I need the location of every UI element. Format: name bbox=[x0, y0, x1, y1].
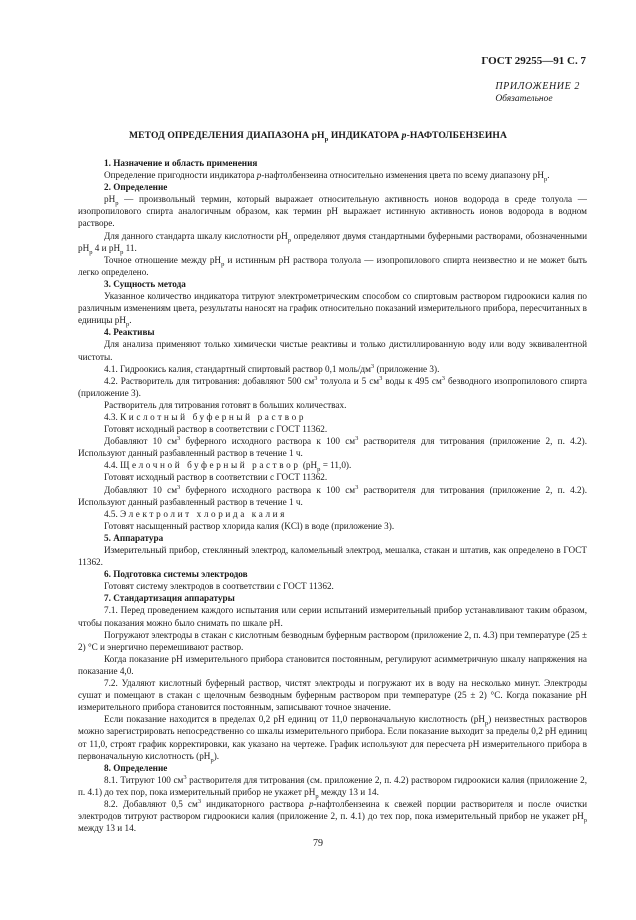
method-title bbox=[0, 130, 636, 142]
section-heading: 2. Определение bbox=[104, 182, 168, 193]
paragraph: Добавляют 10 $см^3$ буферного исходного раствора к 100 $см^3$ растворителя для титрования (приложение 2, п. 4.2). Используют данный разбавленный раствор в течение 1 ч. bbox=[78, 483, 587, 507]
title-italic: p bbox=[401, 130, 407, 141]
subsection-title: 4.3. Кислотный буферный раствор bbox=[104, 411, 307, 422]
paragraph: Если показание находится в пределах 0,2 pH единиц от 11,0 первоначальную кислотность $(pH_p)$ неизвестных растворов можно зарегистрировать непосредственно со шкалы измерительного прибора. Если показание выходит за пределы 0,2 pH единиц от 11,0, строят график корректировки, как указано на чертеже. График используют для пересчета pH измерительного прибора в первоначальную кислотность $(pH_p)$. bbox=[78, 714, 587, 764]
appendix-block bbox=[495, 80, 580, 106]
paragraph: Погружают электроды в стакан с кислотным безводным буферным раствором (приложение 2, п. 4.3) при температуре (25 ± 2) °С и энергично перемешивают раствор. bbox=[78, 629, 587, 652]
document-body bbox=[78, 157, 587, 834]
section-heading: 6. Подготовка системы электродов bbox=[104, 569, 248, 580]
paragraph: Определение пригодности индикатора p-нафтолбензеина относительно изменения цвета по всему диапазону $pH_p$. bbox=[104, 170, 550, 183]
section-heading: 1. Назначение и область применения bbox=[104, 158, 258, 168]
section-heading: 7. Стандартизация аппаратуры bbox=[104, 593, 235, 604]
paragraph: Готовят систему электродов в соответствии с ГОСТ 11362. bbox=[104, 581, 334, 592]
paragraph: Указанное количество индикатора титруют электрометрическим способом со спиртовым раствором гидроокиси калия по различным изменениям цвета, результаты наносят на график относительно показаний измерительного прибора, пересчитанных в единицы $pH_p$. bbox=[78, 291, 587, 329]
paragraph: Измерительный прибор, стеклянный электрод, каломельный электрод, мешалка, стакан и штатив, как определено в ГОСТ 11362. bbox=[78, 545, 587, 568]
appendix-label: ПРИЛОЖЕНИЕ 2 bbox=[495, 81, 580, 92]
title-part: -НАФТОЛБЕНЗЕИНА bbox=[406, 130, 507, 141]
paragraph: 7.2. Удаляют кислотный буферный раствор, чистят электроды и погружают их в воду на несколько минут. Электроды сушат и помещают в стакан с щелочным безводным буферным раствором при температуре (25 ± 2) °С. Когда показание pH измерительного прибора становится постоянным, записывают точное значение. bbox=[78, 678, 587, 713]
paragraph: Точное отношение между $pH_p$ и истинным pH раствора толуола — изопропилового спирта неизвестно и не может быть легко определено. bbox=[78, 254, 587, 277]
title-subscript: p bbox=[324, 135, 329, 143]
paragraph: $pH_p$ — произвольный термин, который выражает относительную активность ионов водорода в среде толуола — изопропилового спирта аналогичным образом, как термин pH выражает истинную активность ионов водорода в водном растворе. bbox=[78, 194, 587, 229]
paragraph: Готовят исходный раствор в соответствии с ГОСТ 11362. bbox=[104, 472, 328, 483]
title-part: ИНДИКАТОРА bbox=[328, 130, 402, 141]
paragraph: Для данного стандарта шкалу кислотности $pH_p$ определяют двумя стандартными буферными растворами, обозначенными $pH_p$ 4 и $pH_p$ 11. bbox=[78, 230, 588, 256]
subsection-title: 4.4. Щелочной буферный раствор $(pH_p = 11,0)$. bbox=[104, 460, 352, 474]
appendix-status: Обязательное bbox=[495, 94, 553, 104]
paragraph: 4.1. Гидроокись калия, стандартный спиртовый раствор 0,1 моль/$дм^3$ (приложение 3). bbox=[104, 362, 440, 374]
paragraph: 8.1. Титруют 100 $см^3$ растворителя для титрования (см. приложение 2, п. 4.2) раствором гидроокиси калия (приложение 2, п. 4.1) до тех пор, пока измерительный прибор не укажет $pH_p$ между 13 и 14. bbox=[78, 773, 587, 800]
paragraph: Готовят исходный раствор в соответствии с ГОСТ 11362. bbox=[104, 424, 328, 435]
title-part: МЕТОД ОПРЕДЕЛЕНИЯ ДИАПАЗОНА pH bbox=[129, 130, 325, 141]
paragraph: Растворитель для титрования готовят в больших количествах. bbox=[104, 399, 347, 410]
section-heading: 5. Аппаратура bbox=[104, 532, 164, 543]
section-heading: 4. Реактивы bbox=[104, 327, 155, 338]
section-heading: 3. Сущность метода bbox=[104, 278, 186, 289]
page-number: 79 bbox=[313, 838, 323, 849]
paragraph: Готовят насыщенный раствор хлорида калия (KCl) в воде (приложение 3). bbox=[104, 520, 395, 531]
paragraph: Для анализа применяют только химически чистые реактивы и только дистиллированную воду или воду эквивалентной чистоты. bbox=[78, 339, 587, 362]
paragraph: 4.2. Растворитель для титрования: добавляют 500 $см^3$ толуола и 5 $см^3$ воды к 495 $см^3$ безводного изопропилового спирта (приложение 3). bbox=[78, 374, 587, 398]
standard-header: ГОСТ 29255—91 С. 7 bbox=[481, 55, 586, 67]
subsection-title: 4.5. Электролит хлорида калия bbox=[104, 508, 287, 519]
paragraph: 8.2. Добавляют 0,5 $см^3$ индикаторного раствора p-нафтолбензеина к свежей порции растворителя и после очистки электродов титруют раствором гидроокиси калия (приложение 2, п. 4.1) до тех пор, пока измерительный прибор не укажет $pH_p$ между 13 и 14. bbox=[78, 797, 588, 834]
paragraph: Когда показание pH измерительного прибора становится постоянным, регулируют асимметричную шкалу напряжения на показание 4,0. bbox=[78, 653, 587, 676]
section-heading: 8. Определение bbox=[104, 762, 168, 773]
paragraph: 7.1. Перед проведением каждого испытания или серии испытаний измерительный прибор устанавливают таким образом, чтобы показания можно было снимать по шкале pH. bbox=[78, 605, 587, 628]
paragraph: Добавляют 10 $см^3$ буферного исходного раствора к 100 $см^3$ растворителя для титрования (приложение 2, п. 4.2). Используют данный разбавленный раствор в течение 1 ч. bbox=[78, 435, 587, 459]
